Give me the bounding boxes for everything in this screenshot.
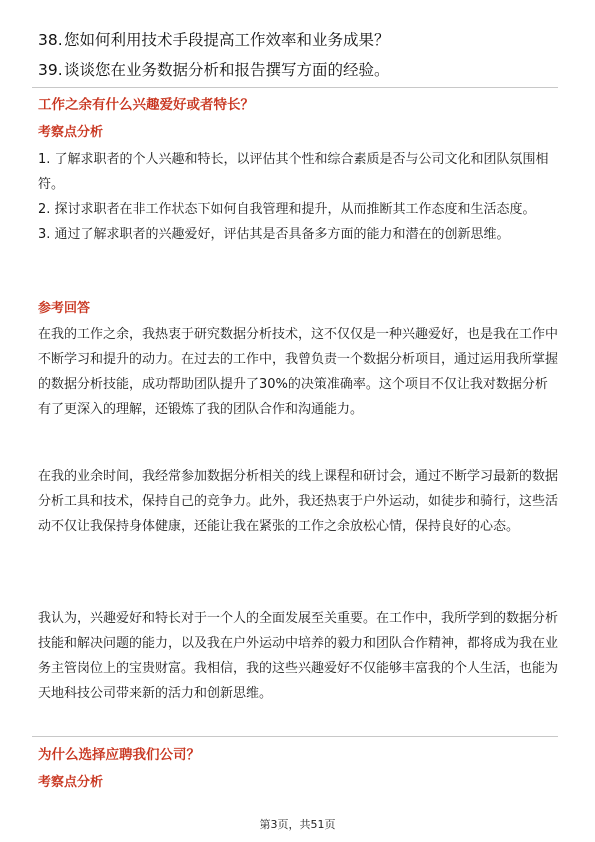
analysis-item: 3. 通过了解求职者的兴趣爱好，评估其是否具备多方面的能力和潜在的创新思维。 bbox=[38, 227, 510, 242]
section-title: 工作之余有什么兴趣爱好或者特长？ bbox=[38, 97, 254, 113]
question-38 bbox=[38, 30, 390, 50]
analysis-item: 2. 探讨求职者在非工作状态下如何自我管理和提升，从而推断其工作态度和生活态度。 bbox=[38, 202, 536, 217]
question-text: 您如何利用技术手段提高工作效率和业务成果？ bbox=[64, 31, 390, 49]
question-39 bbox=[38, 60, 390, 80]
answer-paragraph bbox=[38, 322, 558, 422]
section-divider bbox=[32, 87, 558, 88]
answer-paragraph bbox=[38, 606, 558, 706]
analysis-list bbox=[38, 147, 558, 247]
section-divider bbox=[32, 736, 558, 737]
answer-paragraph bbox=[38, 464, 558, 539]
question-text: 谈谈您在业务数据分析和报告撰写方面的经验。 bbox=[64, 61, 390, 79]
question-number: 39. bbox=[38, 61, 63, 79]
page-footer: 第3页，共51页 bbox=[259, 818, 336, 831]
answer-paragraph-text: 我认为，兴趣爱好和特长对于一个人的全面发展至关重要。在工作中，我所学到的数据分析技能和解决问题的能力，以及我在户外运动中培养的毅力和团队合作精神，都将成为我在业务主管岗位上的宝贵财富。我相信，我的这些兴趣爱好不仅能够丰富我的个人生活，也能为天地科技公司带来新的活力和创新思维。 bbox=[38, 611, 559, 701]
answer-heading: 参考回答 bbox=[38, 301, 91, 316]
section-title: 为什么选择应聘我们公司？ bbox=[38, 747, 200, 763]
analysis-heading: 考察点分析 bbox=[38, 125, 104, 140]
question-number: 38. bbox=[38, 31, 63, 49]
answer-paragraph-text: 在我的业余时间，我经常参加数据分析相关的线上课程和研讨会，通过不断学习最新的数据分析工具和技术，保持自己的竞争力。此外，我还热衷于户外运动，如徒步和骑行，这些活动不仅让我保持身体健康，还能让我在紧张的工作之余放松心情，保持良好的心态。 bbox=[38, 469, 559, 534]
analysis-heading: 考察点分析 bbox=[38, 775, 104, 790]
answer-paragraph-text: 在我的工作之余，我热衷于研究数据分析技术，这不仅仅是一种兴趣爱好，也是我在工作中不断学习和提升的动力。在过去的工作中，我曾负责一个数据分析项目，通过运用我所掌握的数据分析技能，成功帮助团队提升了30%的决策准确率。这个项目不仅让我对数据分析有了更深入的理解，还锻炼了我的团队合作和沟通能力。 bbox=[38, 327, 559, 417]
analysis-item: 1. 了解求职者的个人兴趣和特长，以评估其个性和综合素质是否与公司文化和团队氛围相符。 bbox=[38, 152, 549, 192]
